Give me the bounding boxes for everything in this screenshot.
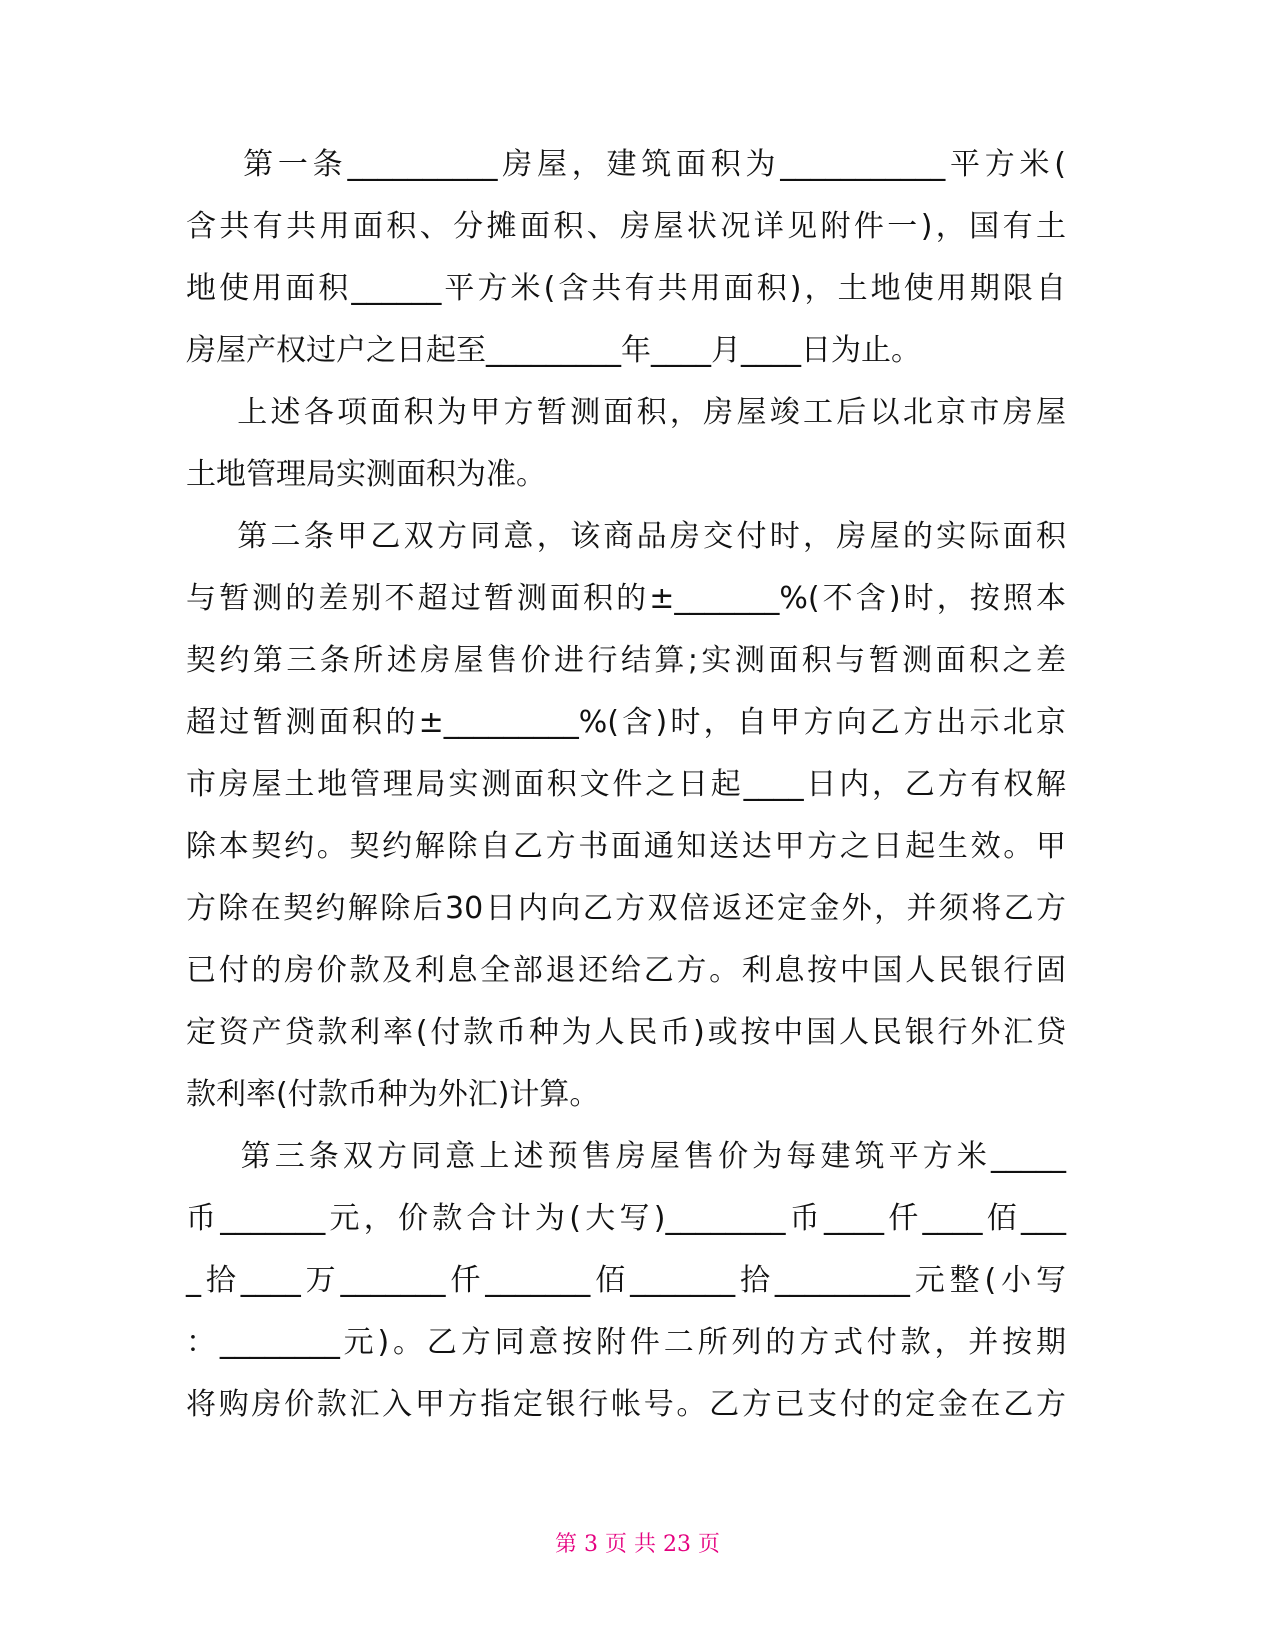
text-line: 方除在契约解除后30日内向乙方双倍返还定金外，并须将乙方 bbox=[186, 891, 1066, 926]
text-line: 款利率(付款币种为外汇)计算。 bbox=[186, 1077, 600, 1112]
text-line: 除本契约。契约解除自乙方书面通知送达甲方之日起生效。甲 bbox=[186, 829, 1066, 864]
text-line: 上述各项面积为甲方暂测面积，房屋竣工后以北京市房屋 bbox=[186, 395, 1066, 430]
text-line: 市房屋土地管理局实测面积文件之日起____日内，乙方有权解 bbox=[186, 767, 1066, 802]
text-line: 土地管理局实测面积为准。 bbox=[186, 457, 546, 492]
text-line: _拾____万_______仟_______佰_______拾_________元整(小写 bbox=[186, 1263, 1066, 1298]
page-number-footer: 第 3 页 共 23 页 bbox=[555, 1532, 720, 1557]
text-line: 定资产贷款利率(付款币种为人民币)或按中国人民银行外汇贷 bbox=[186, 1015, 1066, 1050]
text-line: 将购房价款汇入甲方指定银行帐号。乙方已支付的定金在乙方 bbox=[186, 1387, 1066, 1422]
text-line: 含共有共用面积、分摊面积、房屋状况详见附件一)，国有土 bbox=[186, 209, 1066, 244]
text-line: 第一条__________房屋，建筑面积为___________平方米( bbox=[186, 147, 1066, 182]
text-line: 房屋产权过户之日起至_________年____月____日为止。 bbox=[186, 333, 921, 368]
text-line: 已付的房价款及利息全部退还给乙方。利息按中国人民银行固 bbox=[186, 953, 1066, 988]
text-line: 超过暂测面积的±_________%(含)时，自甲方向乙方出示北京 bbox=[186, 705, 1066, 740]
text-line: 第二条甲乙双方同意，该商品房交付时，房屋的实际面积 bbox=[186, 519, 1066, 554]
text-line: 币_______元，价款合计为(大写)________币____仟____佰___ bbox=[186, 1201, 1066, 1236]
text-line: 契约第三条所述房屋售价进行结算;实测面积与暂测面积之差 bbox=[186, 643, 1066, 678]
text-line: ：________元)。乙方同意按附件二所列的方式付款，并按期 bbox=[186, 1325, 1066, 1360]
text-line: 与暂测的差别不超过暂测面积的±_______%(不含)时，按照本 bbox=[186, 581, 1066, 616]
text-line: 地使用面积______平方米(含共有共用面积)，土地使用期限自 bbox=[186, 271, 1066, 306]
text-line: 第三条双方同意上述预售房屋售价为每建筑平方米_____ bbox=[186, 1139, 1066, 1174]
